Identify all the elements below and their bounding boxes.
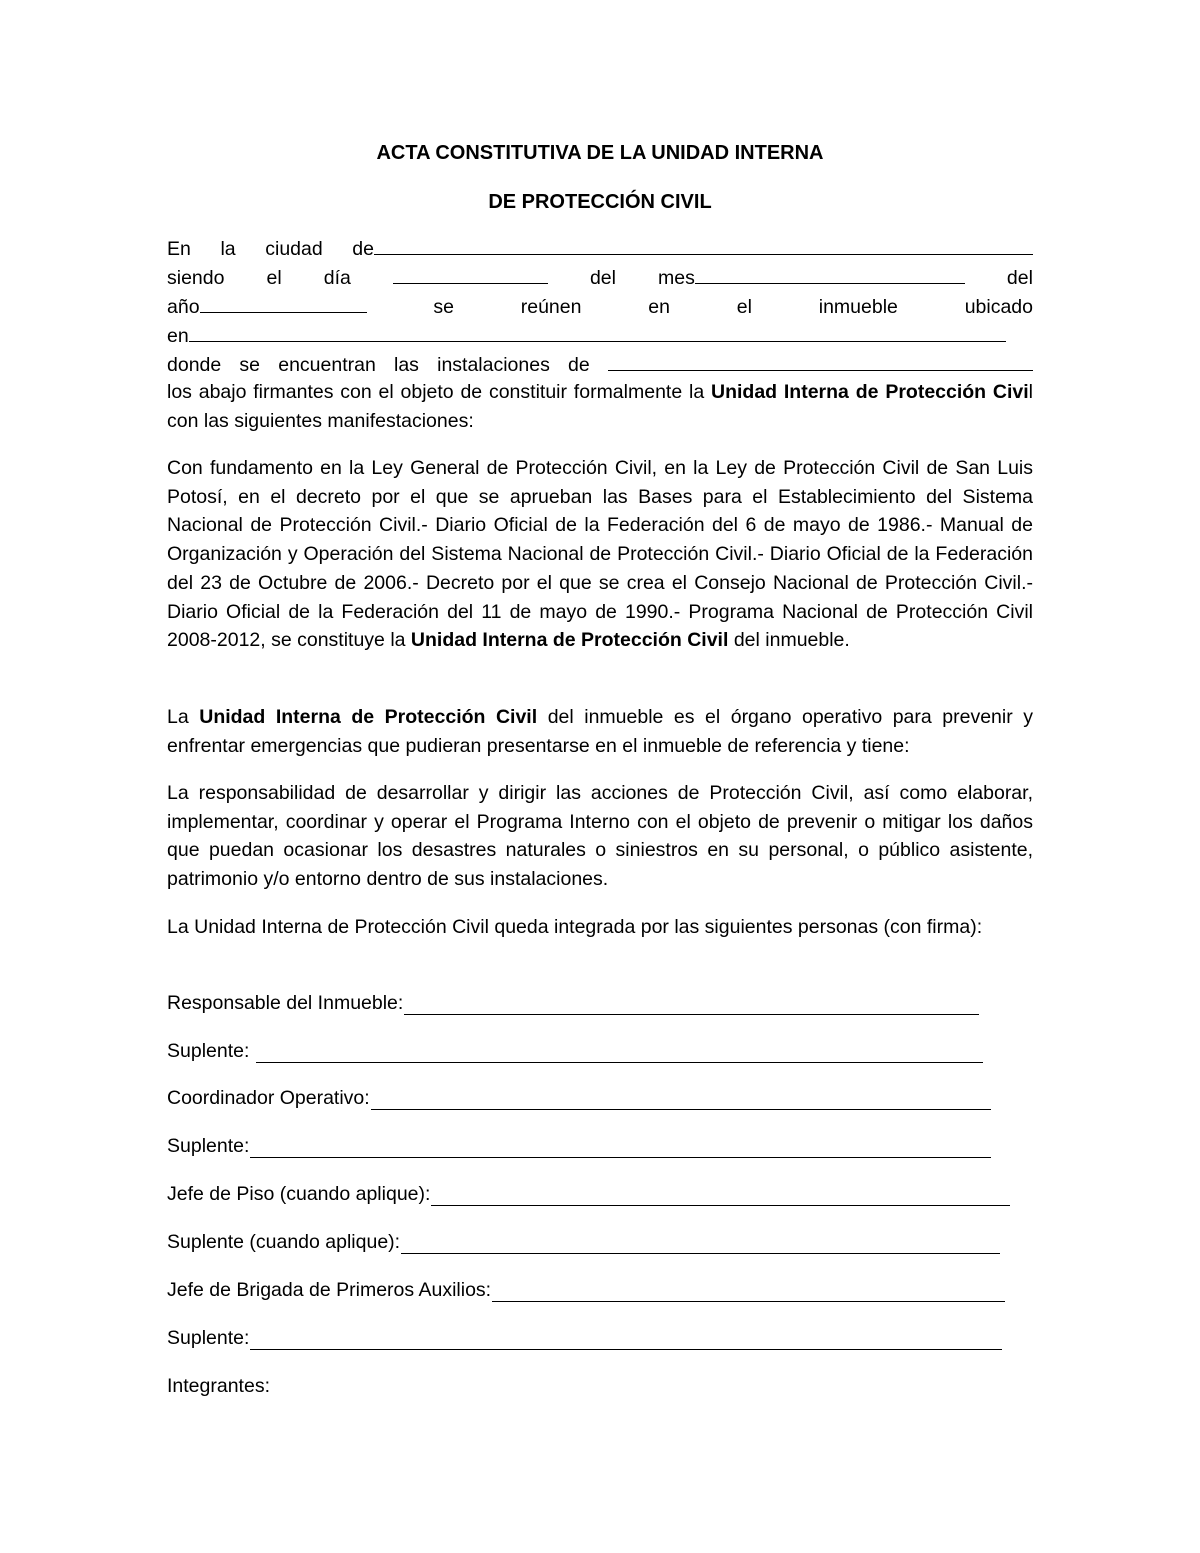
paragraph-text: del inmueble es el órgano operativo para prevenir y enfrentar emergencias que pudieran presentarse en el inmueble de referencia y tiene: [167, 706, 1033, 757]
intro-word: del [589, 267, 616, 289]
facilities-field[interactable] [608, 350, 1033, 371]
intro-word: En [167, 238, 191, 260]
intro-word: el [266, 267, 282, 289]
signature-label: Responsable del Inmueble: [167, 992, 404, 1014]
intro-word: de [568, 354, 590, 376]
paragraph-bold: Unidad Interna de Protección Civil [410, 629, 729, 652]
paragraph-text: La [167, 706, 189, 728]
signature-label: Jefe de Brigada de Primeros Auxilios: [167, 1279, 492, 1301]
intro-closing [167, 378, 1033, 435]
signature-field[interactable] [431, 1187, 1010, 1206]
signature-label: Suplente: [167, 1135, 250, 1157]
intro-word: mes [658, 267, 695, 289]
signature-label: Suplente: [167, 1040, 255, 1062]
intro-word: la [220, 238, 236, 260]
day-field[interactable] [393, 263, 548, 284]
location-field[interactable] [189, 321, 1006, 342]
intro-bold: Protección Civi [885, 381, 1029, 403]
document-title-line1: ACTA CONSTITUTIVA DE LA UNIDAD INTERNA [376, 142, 824, 164]
year-field[interactable] [200, 292, 367, 313]
signature-line [167, 1182, 1010, 1206]
intro-word: donde [167, 354, 222, 376]
signature-label: Coordinador Operativo: [167, 1087, 370, 1109]
signature-line [167, 1039, 983, 1063]
signature-line [167, 1278, 1005, 1302]
month-field[interactable] [695, 263, 965, 284]
intro-word: reúnen [520, 296, 582, 318]
signature-line [167, 1326, 1002, 1350]
intro-word: día [323, 267, 351, 289]
intro-bold: Unidad Interna de [711, 381, 879, 403]
intro-line-day [167, 263, 1033, 292]
signature-label: Suplente (cuando aplique): [167, 1231, 401, 1253]
intro-word: el [736, 296, 752, 318]
intro-word: año [167, 296, 200, 318]
intro-word: en [167, 325, 189, 347]
document-title-line2: DE PROTECCIÓN CIVIL [488, 191, 712, 213]
paragraph-definition [167, 703, 1033, 760]
signature-field[interactable] [492, 1283, 1005, 1302]
intro-word: ciudad [265, 238, 323, 260]
paragraph-responsibility: La responsabilidad de desarrollar y dirigir las acciones de Protección Civil, así como elaborar, implementar, coordinar y operar el Programa Interno con el objeto de prevenir o mitigar los daños que puedan ocasionar los desastres naturales o siniestros en su personal, o público asistente, patrimonio y/o entorno dentro de sus instalaciones. [167, 782, 1033, 891]
intro-word: en [648, 296, 670, 318]
intro-line-city [167, 234, 1033, 263]
paragraph-legal-basis [167, 454, 1033, 655]
intro-word: de [352, 238, 374, 260]
signature-label: Jefe de Piso (cuando aplique): [167, 1183, 431, 1205]
paragraph-members-intro: La Unidad Interna de Protección Civil queda integrada por las siguientes personas (con firma): [167, 916, 983, 938]
signature-line [167, 1134, 991, 1158]
paragraph-text: del inmueble. [733, 629, 850, 652]
intro-line-facilities [167, 350, 1033, 379]
integrantes-label: Integrantes: [167, 1375, 270, 1397]
signature-field[interactable] [371, 1091, 991, 1110]
signature-field[interactable] [404, 996, 979, 1015]
intro-line-year [167, 292, 1033, 321]
intro-word: se [239, 354, 261, 376]
signature-field[interactable] [401, 1235, 1000, 1254]
intro-word: ubicado [964, 296, 1033, 318]
intro-line-location [167, 321, 1033, 350]
paragraph-bold: Unidad Interna de Protección Civil [199, 706, 538, 728]
signature-field[interactable] [250, 1139, 991, 1158]
intro-text: los abajo firmantes con el objeto de constituir formalmente la [167, 381, 705, 403]
city-field[interactable] [374, 234, 1033, 255]
intro-word: siendo [167, 267, 225, 289]
signature-field[interactable] [250, 1331, 1002, 1350]
intro-word: encuentran [278, 354, 376, 376]
signature-field[interactable] [256, 1044, 983, 1063]
signature-label: Suplente: [167, 1327, 250, 1349]
signature-line [167, 991, 979, 1015]
signature-line [167, 1086, 991, 1110]
intro-word: las [393, 354, 419, 376]
intro-text: l con las siguientes manifestaciones: [167, 381, 1034, 432]
signature-line [167, 1230, 1000, 1254]
intro-word: inmueble [818, 296, 898, 318]
intro-word: se [433, 296, 454, 318]
intro-word: instalaciones [437, 354, 550, 376]
intro-word: del [1006, 267, 1033, 289]
paragraph-text: Con fundamento en la Ley General de Protección Civil, en la Ley de Protección Civil de San Luis Potosí, en el decreto por el que se aprueban las Bases para el Establecimiento del Sistema Nacional de Protección Civil.- Diario Oficial de la Federación del 6 de mayo de 1986.- Manual de Organización y Operación del Sistema Nacional de Protección Civil.- Diario Oficial de la Federación del 23 de Octubre de 2006.- Decreto por el que se crea el Consejo Nacional de Protección Civil.- Diario Oficial de la Federación del 11 de mayo de 1990.- Programa Nacional de Protección Civil 2008-2012, se constituye la [167, 457, 1033, 652]
